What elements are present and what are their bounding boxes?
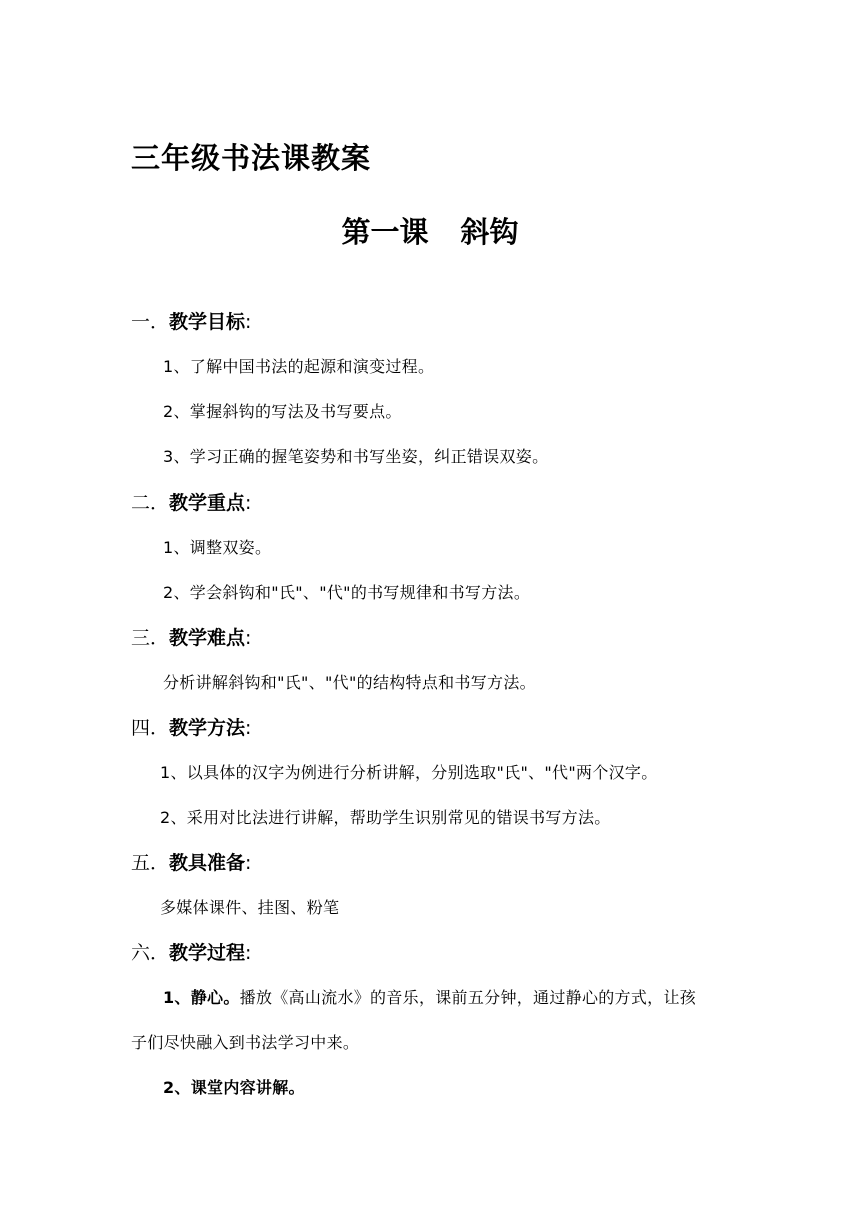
section-heading-key-points: 二．教学重点: <box>131 492 252 514</box>
list-item: 2、采用对比法进行讲解，帮助学生识别常见的错误书写方法。 <box>160 808 611 827</box>
section-heading-difficulties: 三．教学难点: <box>131 627 252 649</box>
document-title: 三年级书法课教案 <box>131 141 372 175</box>
section-heading-materials: 五．教具准备: <box>131 852 252 874</box>
list-item: 分析讲解斜钩和"氏"、"代"的结构特点和书写方法。 <box>163 673 536 692</box>
list-item: 1、调整双姿。 <box>163 538 272 557</box>
process-step-2: 2、课堂内容讲解。 <box>163 1078 305 1097</box>
lesson-number: 第一课 <box>341 215 429 249</box>
list-item: 1、了解中国书法的起源和演变过程。 <box>163 357 435 376</box>
list-item: 1、以具体的汉字为例进行分析讲解，分别选取"氏"、"代"两个汉字。 <box>160 763 658 782</box>
section-heading-methods: 四．教学方法: <box>131 717 252 739</box>
process-step-1 <box>163 985 696 1008</box>
process-step-1-continued: 子们尽快融入到书法学习中来。 <box>131 1033 360 1052</box>
section-heading-process: 六．教学过程: <box>131 942 252 964</box>
list-item: 2、学会斜钩和"氏"、"代"的书写规律和书写方法。 <box>163 583 531 602</box>
lesson-name: 斜钩 <box>460 215 519 249</box>
lesson-title <box>0 210 860 251</box>
section-heading-objectives: 一．教学目标: <box>131 311 252 333</box>
step-text: 播放《高山流水》的音乐，课前五分钟，通过静心的方式，让孩 <box>239 988 697 1007</box>
list-item: 3、学习正确的握笔姿势和书写坐姿，纠正错误双姿。 <box>163 447 549 466</box>
list-item: 多媒体课件、挂图、粉笔 <box>160 898 340 917</box>
list-item: 2、掌握斜钩的写法及书写要点。 <box>163 402 402 421</box>
step-label: 1、静心。 <box>163 988 240 1007</box>
